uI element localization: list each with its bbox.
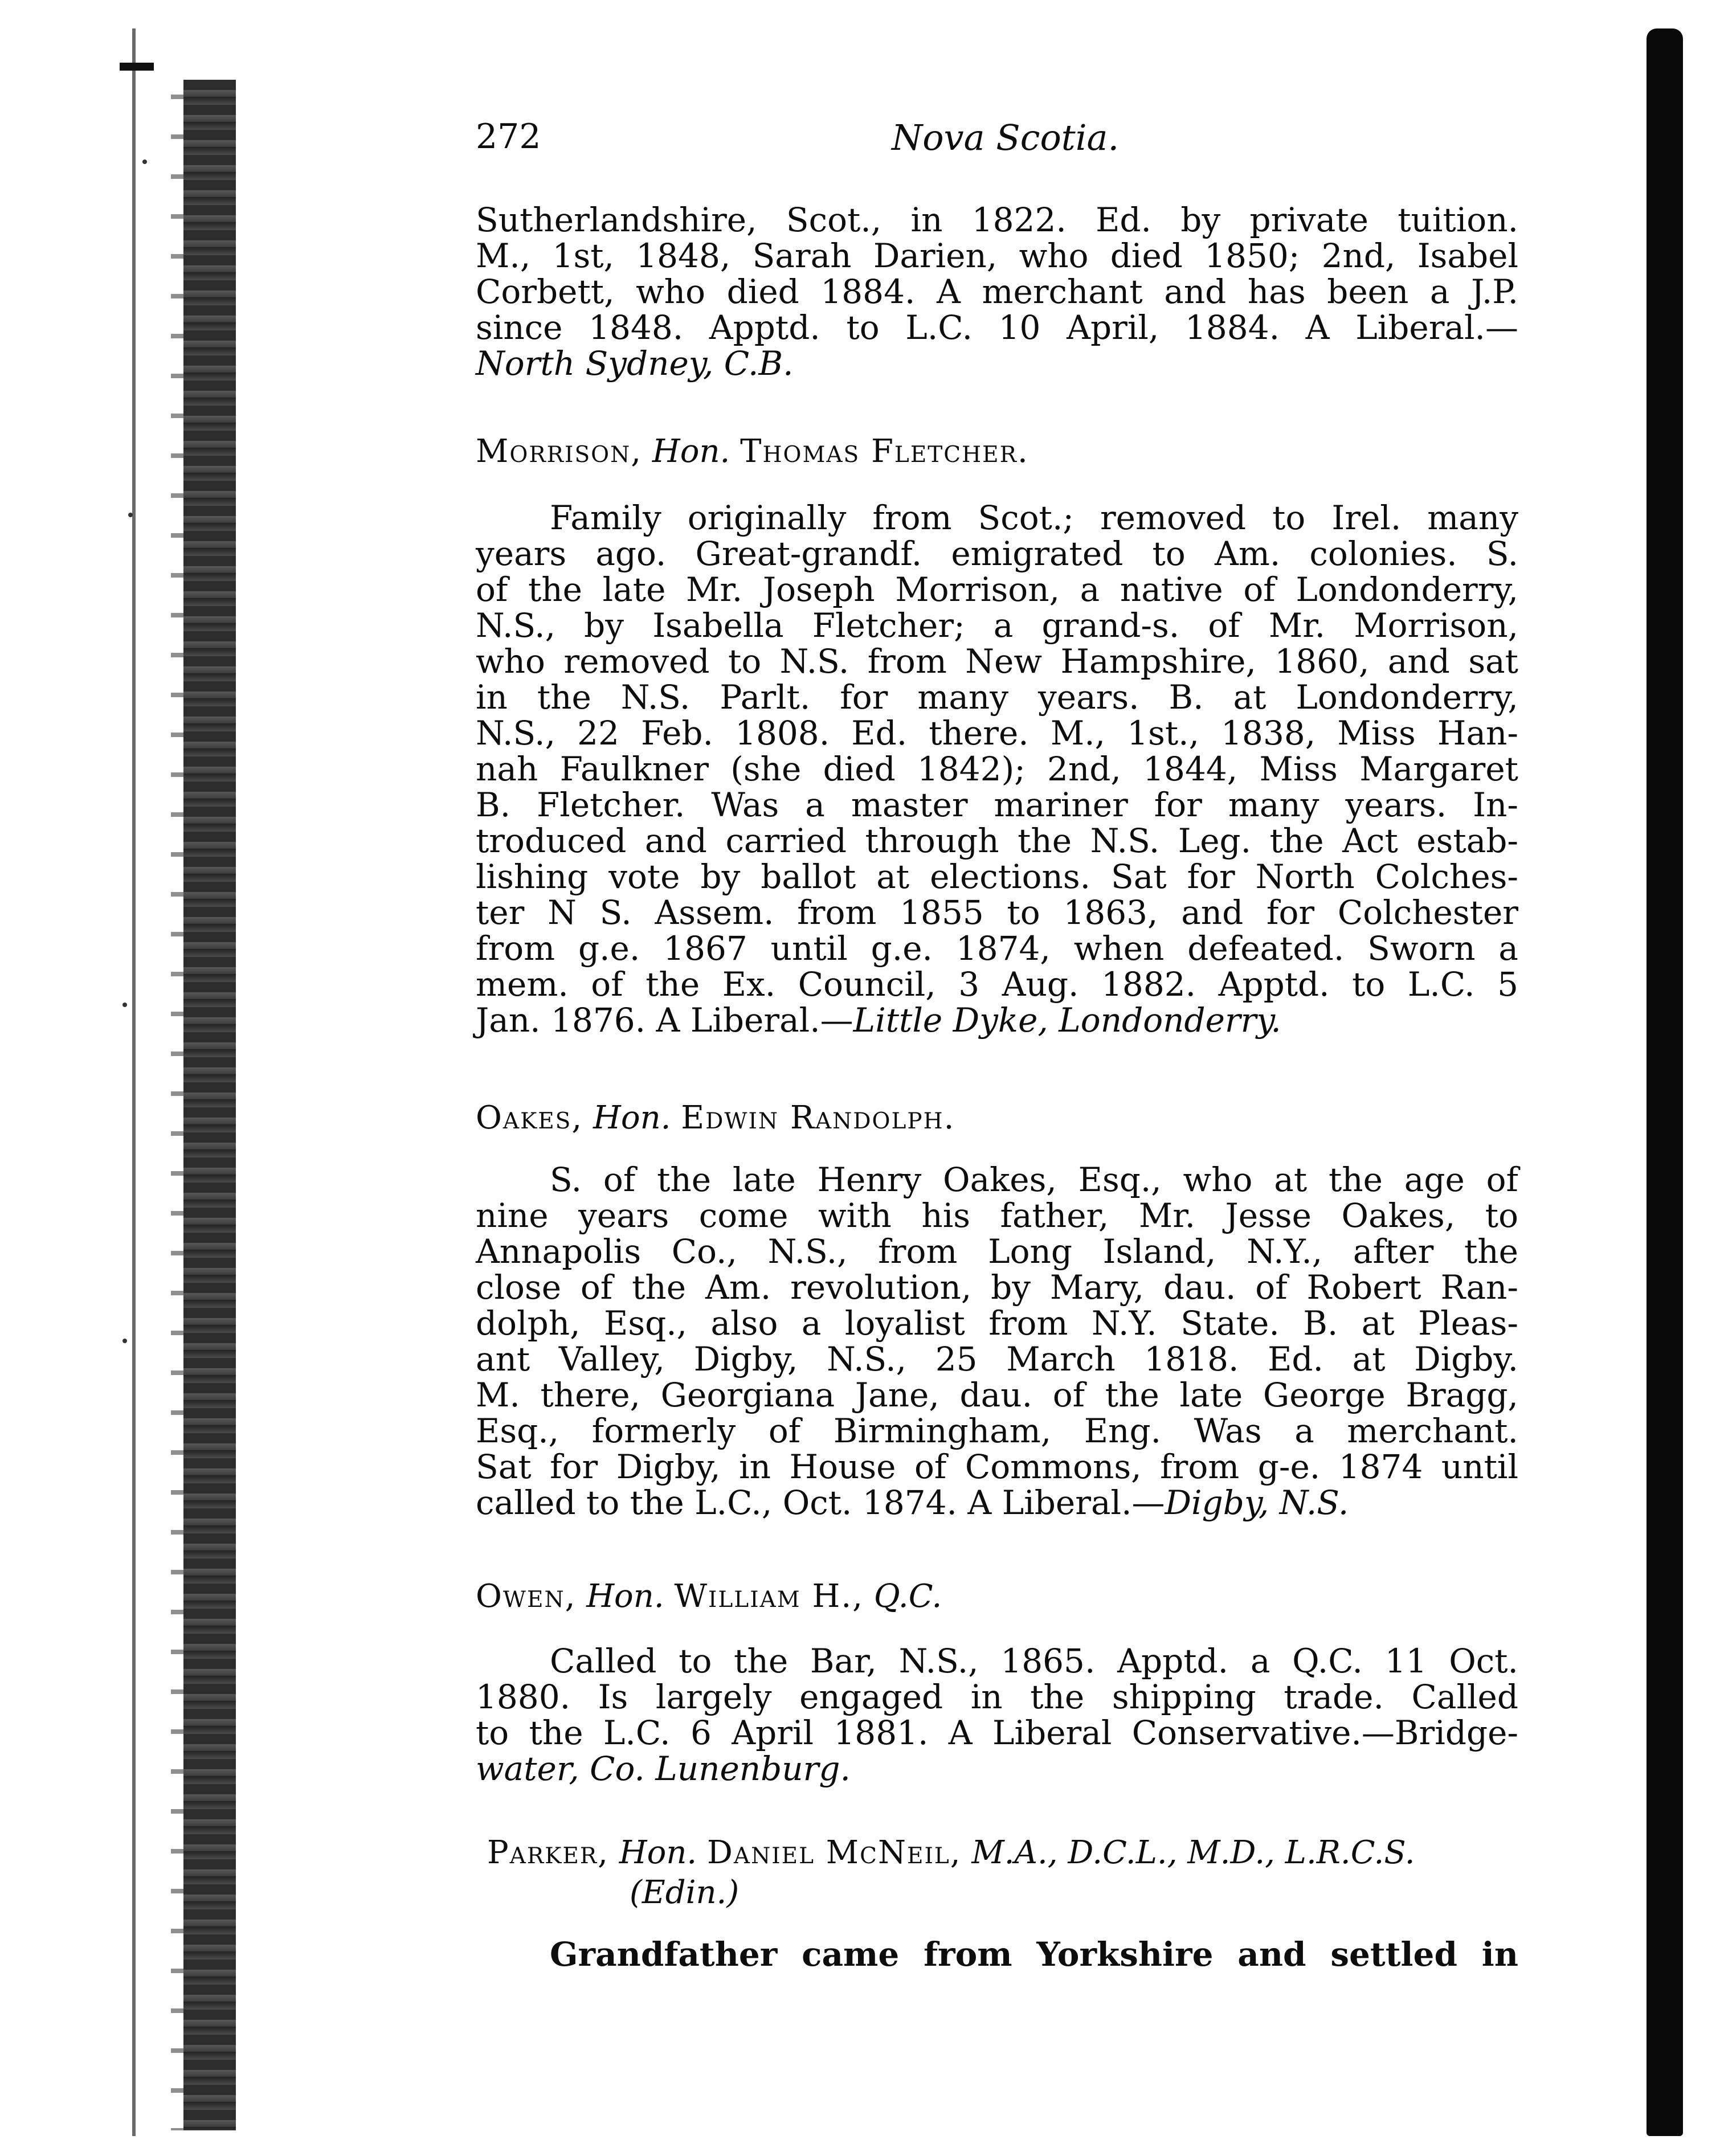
scan-right-edge [1647, 28, 1683, 2136]
text-line: Called to the Bar, N.S., 1865. Apptd. a Q.C. 11 Oct. [550, 1642, 1518, 1680]
entry-honorific: Hon. [593, 1099, 671, 1136]
entry-heading-parker-cont [630, 1874, 739, 1911]
entry-given-names: Edwin Randolph. [681, 1099, 955, 1136]
text-line: who removed to N.S. from New Hampshire, 1860, and sat [476, 642, 1518, 681]
residence: North Sydney, C.B. [476, 344, 794, 383]
entry-heading-oakes [476, 1099, 955, 1136]
text-line: of the late Mr. Joseph Morrison, a native of Londonderry, [476, 570, 1518, 609]
text-line: M. there, Georgiana Jane, dau. of the late George Bragg, [476, 1376, 1518, 1414]
scan-binding-edge [171, 80, 183, 2130]
scan-margin-line [132, 28, 136, 2136]
text-line: Corbett, who died 1884. A merchant and has been a J.P. [476, 272, 1518, 311]
entry-surname: Morrison, [476, 433, 643, 470]
text-line: Esq., formerly of Birmingham, Eng. Was a merchant. [476, 1412, 1518, 1450]
entry-surname: Owen, [476, 1578, 577, 1615]
text-line: dolph, Esq., also a loyalist from N.Y. State. B. at Pleas- [476, 1304, 1518, 1343]
text-line: to the L.C. 6 April 1881. A Liberal Conservative.—Bridge- [476, 1713, 1518, 1752]
text-line: N.S., 22 Feb. 1808. Ed. there. M., 1st., 1838, Miss Han- [476, 714, 1518, 752]
text-line: 1880. Is largely engaged in the shipping trade. Called [476, 1678, 1518, 1716]
entry-postnominal: Q.C. [873, 1578, 942, 1615]
text-line: close of the Am. revolution, by Mary, dau. of Robert Ran- [476, 1268, 1518, 1307]
text-line: M., 1st, 1848, Sarah Darien, who died 1850; 2nd, Isabel [476, 236, 1518, 275]
text-line: Sutherlandshire, Scot., in 1822. Ed. by private tuition. [476, 201, 1518, 239]
entry-body-parker [476, 1937, 1518, 1973]
entry-heading-owen [476, 1578, 942, 1615]
entry-given-names: Daniel McNeil, [707, 1834, 962, 1871]
text-line: N.S., by Isabella Fletcher; a grand-s. of Mr. Morrison, [476, 606, 1518, 645]
text-line: Family originally from Scot.; removed to Irel. many [550, 498, 1518, 537]
page-number: 272 [476, 117, 541, 157]
text-line: years ago. Great-grandf. emigrated to Am. colonies. S. [476, 534, 1518, 573]
text-line: Grandfather came from Yorkshire and settled in [550, 1935, 1518, 1974]
text-line: since 1848. Apptd. to L.C. 10 April, 1884. A Liberal.— [476, 308, 1518, 347]
text-line: B. Fletcher. Was a master mariner for many years. In- [476, 786, 1518, 824]
text-line: nine years come with his father, Mr. Jesse Oakes, to [476, 1196, 1518, 1235]
entry-postnominal-2: (Edin.) [630, 1874, 740, 1911]
text-line: in the N.S. Parlt. for many years. B. at Londonderry, [476, 678, 1518, 717]
scan-speck [122, 1003, 127, 1007]
entry-given-names: William H., [674, 1578, 864, 1615]
text-line: called to the L.C., Oct. 1874. A Liberal.—Digby, N.S. [476, 1483, 1349, 1522]
entry-heading-morrison [476, 433, 1029, 470]
text-line: ter N S. Assem. from 1855 to 1863, and for Colchester [476, 893, 1518, 932]
entry-honorific: Hon. [619, 1834, 697, 1871]
running-header [476, 117, 1524, 174]
text-line: S. of the late Henry Oakes, Esq., who at the age of [550, 1160, 1518, 1199]
entry-heading-parker [487, 1834, 1415, 1871]
residence: water, Co. Lunenburg. [476, 1749, 851, 1788]
entry-body-owen [476, 1643, 1518, 1787]
entry-given-names: Thomas Fletcher. [740, 433, 1029, 470]
entry-honorific: Hon. [586, 1578, 664, 1615]
entry-body-oakes [476, 1162, 1518, 1521]
text-line: nah Faulkner (she died 1842); 2nd, 1844, Miss Margaret [476, 750, 1518, 788]
running-title: Nova Scotia. [892, 117, 1120, 158]
scan-speck [122, 1339, 127, 1343]
entry-postnominal: M.A., D.C.L., M.D., L.R.C.S. [971, 1834, 1415, 1871]
text-line: from g.e. 1867 until g.e. 1874, when defeated. Sworn a [476, 929, 1518, 968]
text-line: troduced and carried through the N.S. Leg. the Act estab- [476, 821, 1518, 860]
text-line [476, 346, 1518, 382]
residence: Digby, N.S. [1165, 1483, 1349, 1522]
scan-margin-mark [120, 63, 154, 71]
scan-binding-shadow [183, 80, 236, 2130]
scan-speck [128, 513, 133, 517]
text-line: Sat for Digby, in House of Commons, from g-e. 1874 until [476, 1447, 1518, 1486]
scan-speck [142, 159, 147, 164]
residence: Little Dyke, Londonderry. [853, 1001, 1281, 1040]
entry-surname: Oakes, [476, 1099, 583, 1136]
text-line [476, 1751, 1518, 1787]
text-line: Jan. 1876. A Liberal.—Little Dyke, Londonderry. [476, 1001, 1281, 1040]
text-line: lishing vote by ballot at elections. Sat for North Colches- [476, 857, 1518, 896]
continuation-paragraph [476, 202, 1518, 382]
entry-body-morrison [476, 500, 1518, 1038]
text-line: mem. of the Ex. Council, 3 Aug. 1882. Apptd. to L.C. 5 [476, 965, 1518, 1004]
text-line: ant Valley, Digby, N.S., 25 March 1818. Ed. at Digby. [476, 1340, 1518, 1378]
entry-surname: Parker, [487, 1834, 609, 1871]
entry-honorific: Hon. [652, 433, 730, 470]
text-line: Annapolis Co., N.S., from Long Island, N.Y., after the [476, 1232, 1518, 1271]
